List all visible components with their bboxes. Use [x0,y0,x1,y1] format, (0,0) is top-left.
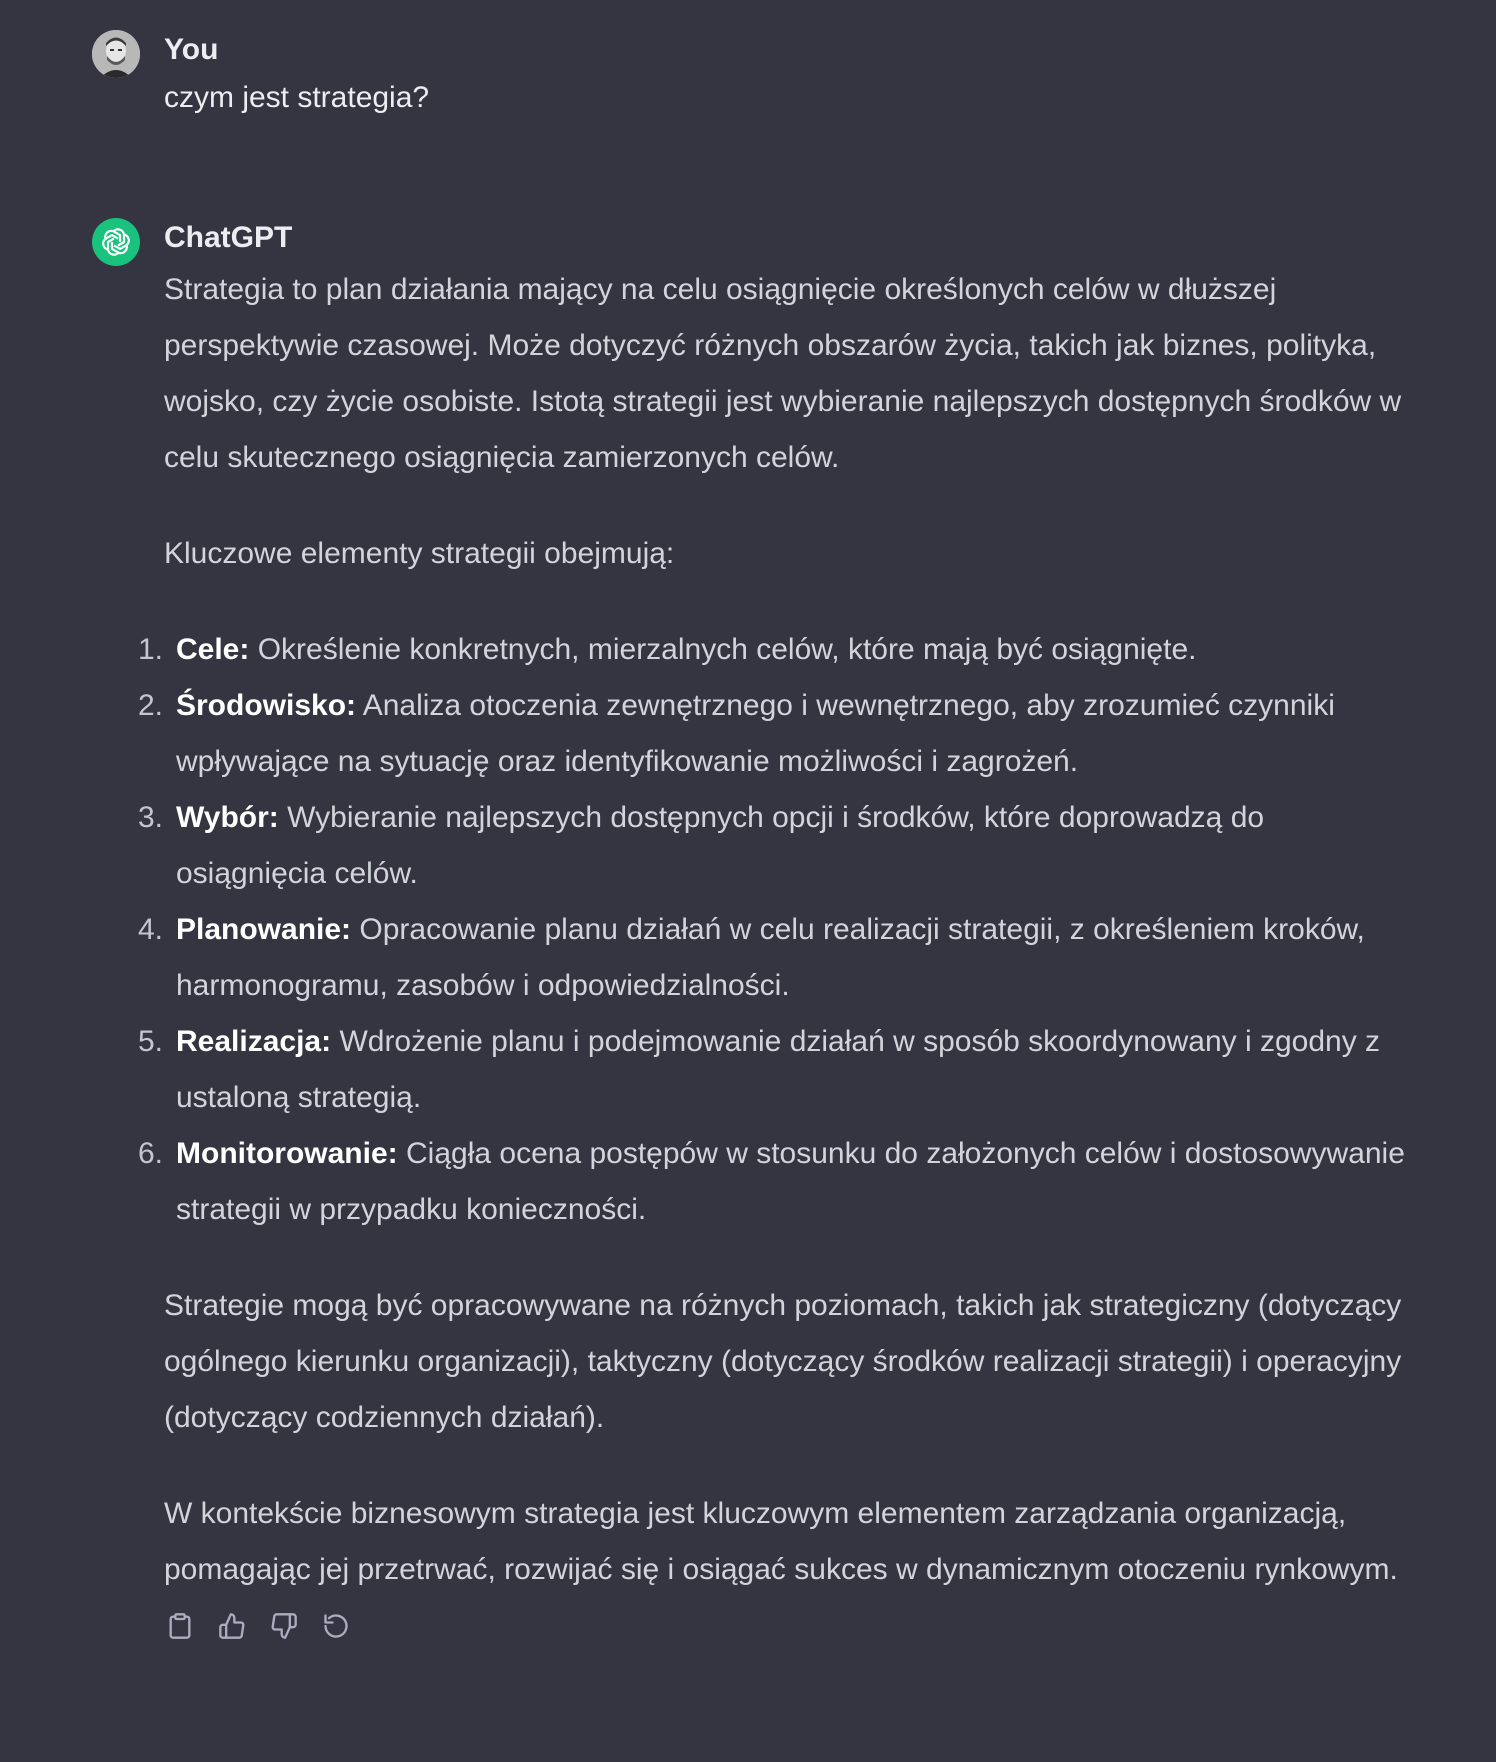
message-actions [164,1610,1412,1642]
list-item-number: 4. [138,913,164,946]
list-item-term: Cele: [176,633,250,666]
assistant-message [92,214,1412,1642]
thumbs-up-icon [218,1612,246,1640]
list-item-number: 6. [138,1137,164,1170]
copy-button[interactable] [164,1610,196,1642]
thumbs-down-button[interactable] [268,1610,300,1642]
list-item-term: Monitorowanie: [176,1137,398,1170]
user-message-text: czym jest strategia? [164,81,430,114]
list-item [138,678,1412,790]
list-item-number: 2. [138,689,164,722]
list-item-text: Wybieranie najlepszych dostępnych opcji i środków, które doprowadzą do osiągnięcia celów. [176,801,1265,890]
assistant-message-body [138,262,1412,1598]
list-item-term: Planowanie: [176,913,352,946]
regenerate-icon [322,1612,350,1640]
chatgpt-logo-icon [92,218,140,266]
user-message [92,26,1412,122]
closing-paragraph: W kontekście biznesowym strategia jest kluczowym elementem zarządzania organizacją, pomagając jej przetrwać, rozwijać się i osiągać sukces w dynamicznym otoczeniu rynkowym. [164,1497,1398,1586]
list-item-number: 3. [138,801,164,834]
regenerate-button[interactable] [320,1610,352,1642]
list-item-term: Realizacja: [176,1025,332,1058]
levels-paragraph: Strategie mogą być opracowywane na różnych poziomach, takich jak strategiczny (dotyczący ogólnego kierunku organizacji), taktyczny (dotyczący środków realizacji strategii) i operacyjny (dotyczący codziennych działań). [164,1289,1402,1434]
thumbs-down-icon [270,1612,298,1640]
list-item-text: Opracowanie planu działań w celu realizacji strategii, z określeniem kroków, harmonogramu, zasobów i odpowiedzialności. [176,913,1365,1002]
list-item-number: 1. [138,633,164,666]
list-item [138,902,1412,1014]
list-item [138,1126,1412,1238]
list-heading: Kluczowe elementy strategii obejmują: [164,537,675,570]
list-item-term: Wybór: [176,801,279,834]
list-item [138,790,1412,902]
list-item [138,622,1412,678]
list-item-text: Ciągła ocena postępów w stosunku do założonych celów i dostosowywanie strategii w przypadku konieczności. [176,1137,1405,1226]
copy-icon [166,1612,194,1640]
thumbs-up-button[interactable] [216,1610,248,1642]
list-item [138,1014,1412,1126]
user-avatar [92,30,140,78]
intro-paragraph: Strategia to plan działania mający na celu osiągnięcie określonych celów w dłuższej perspektywie czasowej. Może dotyczyć różnych obszarów życia, takich jak biznes, polityka, wojsko, czy życie osobiste. Istotą strategii jest wybieranie najlepszych dostępnych środków w celu skutecznego osiągnięcia zamierzonych celów. [164,273,1402,474]
assistant-author-name: ChatGPT [164,221,293,254]
list-item-term: Środowisko: [176,689,357,722]
list-item-number: 5. [138,1025,164,1058]
list-item-text: Wdrożenie planu i podejmowanie działań w sposób skoordynowany i zgodny z ustaloną strategią. [176,1025,1381,1114]
list-item-text: Analiza otoczenia zewnętrznego i wewnętrznego, aby zrozumieć czynniki wpływające na sytuację oraz identyfikowanie możliwości i zagrożeń. [176,689,1335,778]
elements-list [138,622,1412,1238]
user-author-name: You [164,33,219,66]
list-item-text: Określenie konkretnych, mierzalnych celów, które mają być osiągnięte. [257,633,1197,666]
